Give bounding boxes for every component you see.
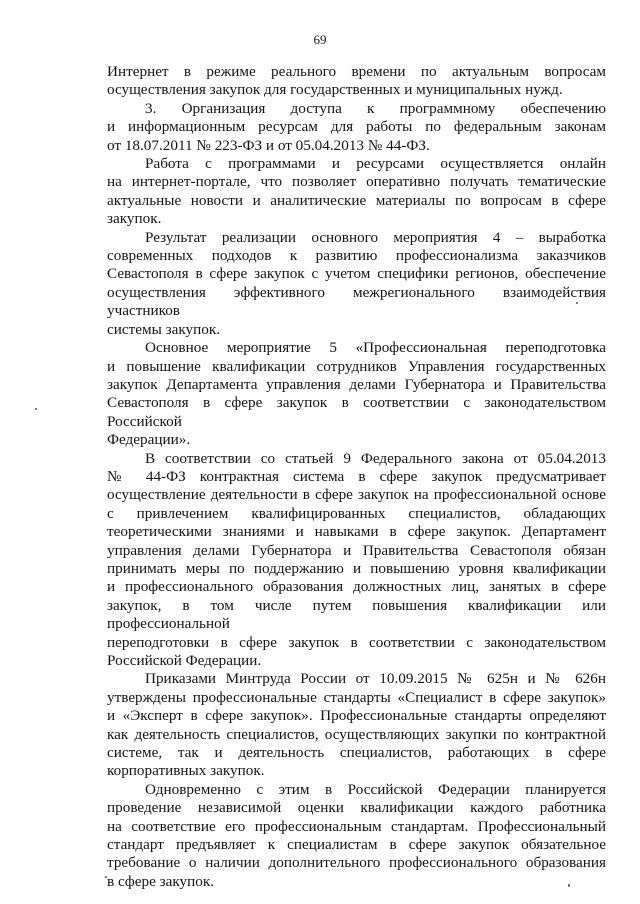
- text-line: требование о наличии дополнительного профессионального образования: [107, 854, 606, 872]
- paragraph-mintrud-orders: [107, 670, 606, 780]
- text-line: закупок.: [107, 210, 162, 228]
- scan-speck: [35, 408, 37, 410]
- paragraph-main-measure-5: [107, 339, 606, 449]
- text-line: проведение независимой оценки квалификации каждого работника: [107, 799, 606, 817]
- text-line: системе, так и деятельность специалистов, работающих в сфере: [107, 744, 606, 762]
- text-line: от 18.07.2011 № 223-ФЗ и от 05.04.2013 № 44-ФЗ.: [107, 136, 430, 154]
- text-line: с привлечением квалифицированных специалистов, обладающих: [107, 504, 606, 522]
- text-line: управления делами Губернатора и Правительства Севастополя обязан: [107, 541, 606, 559]
- text-line: и профессионального образования должностных лиц, занятых в сфере: [107, 578, 606, 596]
- text-line: и информационным ресурсам для работы по федеральным законам: [107, 118, 606, 136]
- text-line: корпоративных закупок.: [107, 762, 265, 780]
- text-line: осуществления закупок для государственных и муниципальных нужд.: [107, 81, 563, 99]
- text-line: на соответствие его профессиональным стандартам. Профессиональный: [107, 817, 606, 835]
- paragraph-independent-assessment: [107, 781, 606, 891]
- text-line: 3. Организация доступа к программному обеспечению: [145, 99, 606, 117]
- text-line: № 44-ФЗ контрактная система в сфере закупок предусматривает: [107, 467, 606, 485]
- text-line: переподготовки в сфере закупок в соответствии с законодательством: [107, 633, 606, 651]
- page-number: 69: [313, 32, 327, 47]
- text-line: и повышение квалификации сотрудников Управления государственных: [107, 357, 606, 375]
- paragraph-internet-access: [107, 63, 606, 100]
- text-line: Федерации».: [107, 431, 191, 449]
- paragraph-online-portal: [107, 155, 606, 229]
- text-line: в сфере закупок.: [107, 872, 215, 890]
- text-line: Российской Федерации.: [107, 652, 262, 669]
- paragraph-result-measure-4: [107, 229, 606, 339]
- text-line: Одновременно с этим в Российской Федерации планируется: [145, 780, 606, 798]
- text-line: на интернет-портале, что позволяет оперативно получать тематические: [107, 173, 606, 191]
- paragraph-article-9: [107, 450, 606, 671]
- scan-speck: [568, 884, 570, 887]
- scan-speck: [576, 302, 578, 304]
- text-line: актуальные новости и аналитические материалы по вопросам в сфере: [107, 191, 606, 209]
- text-line: Работа с программами и ресурсами осуществляется онлайн: [145, 155, 606, 173]
- text-line: осуществления эффективного межрегионального взаимодействия участников: [107, 283, 606, 320]
- text-line: Приказами Минтруда России от 10.09.2015 № 625н и № 626н: [145, 670, 606, 688]
- text-line: Севастополя в сфере закупок в соответствии с законодательством Российской: [107, 394, 606, 430]
- text-line: стандарт предъявляет к специалистам в сфере закупок обязательное: [107, 836, 606, 854]
- text-line: системы закупок.: [107, 320, 220, 338]
- text-line: современных подходов к развитию профессионализма заказчиков: [107, 247, 606, 265]
- text-line: как деятельность специалистов, осуществляющих закупки по контрактной: [107, 725, 606, 743]
- text-line: и «Эксперт в сфере закупок». Профессиональные стандарты определяют: [107, 707, 606, 725]
- paragraph-software-access: [107, 100, 606, 155]
- text-line: В соответствии со статьей 9 Федерального закона от 05.04.2013: [145, 449, 606, 467]
- text-line: закупок Департамента управления делами Губернатора и Правительства: [107, 375, 606, 393]
- text-line: принимать меры по поддержанию и повышению уровня квалификации: [107, 559, 606, 577]
- scan-speck: [105, 876, 107, 878]
- document-body: [107, 63, 606, 891]
- text-line: утверждены профессиональные стандарты «Специалист в сфере закупок»: [107, 688, 606, 706]
- text-line: осуществление деятельности в сфере закупок на профессиональной основе: [107, 486, 606, 504]
- text-line: Результат реализации основного мероприятия 4 – выработка: [145, 228, 606, 246]
- text-line: закупок, в том числе путем повышения квалификации или профессиональной: [107, 596, 606, 633]
- text-line: Интернет в режиме реального времени по актуальным вопросам: [107, 63, 606, 80]
- text-line: теоретическими знаниями и навыками в сфере закупок. Департамент: [107, 523, 606, 541]
- text-line: Севастополя в сфере закупок с учетом специфики регионов, обеспечение: [107, 265, 606, 283]
- text-line: Основное мероприятие 5 «Профессиональная переподготовка: [145, 339, 606, 357]
